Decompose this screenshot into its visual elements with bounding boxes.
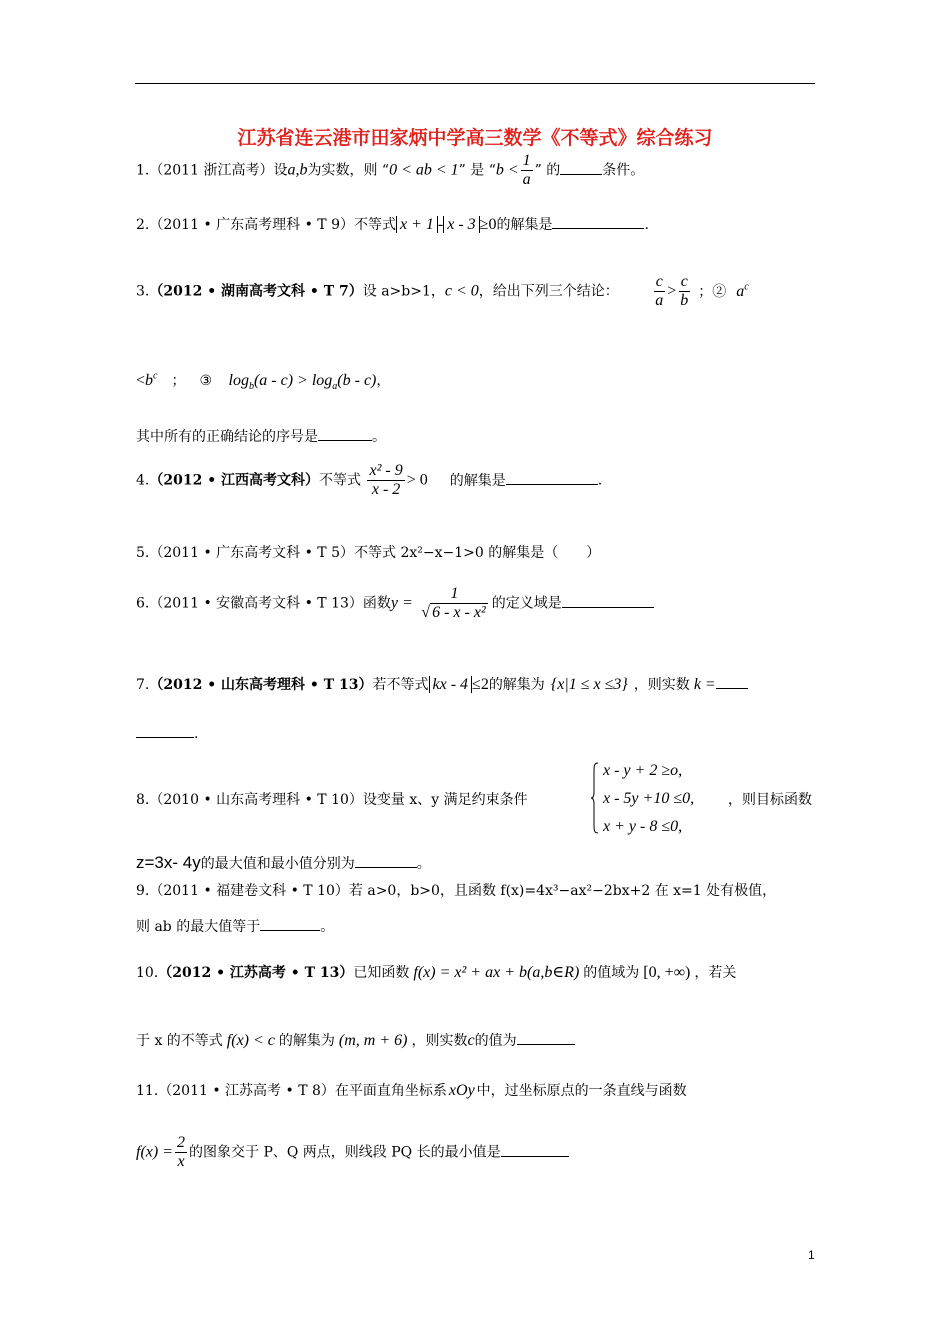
constraint-2: x - 5y +10 ≤0, bbox=[603, 790, 695, 807]
question-5: 5.（2011 • 广东高考文科 • T 5）不等式 2x²−x−1>0 的解集是（ ） bbox=[136, 545, 601, 561]
system-brace bbox=[591, 762, 599, 834]
answer-blank[interactable] bbox=[716, 688, 748, 689]
question-3-cont: $<b^c$ ； ③ $\log_b(a - c) > \log_a(b - c)$， bbox=[136, 370, 391, 393]
fraction-one-over-sqrt: $\frac{1}{\text{√ 6 - x - x²}}$ bbox=[421, 585, 486, 621]
fraction-2-over-x: $\frac{2}{x}$ bbox=[177, 1134, 185, 1170]
question-11: 11.（2011 • 江苏高考 • T 8）在平面直角坐标系 xOy 中，过坐标原点的一条直线与函数 bbox=[136, 1082, 687, 1099]
question-4: 4.（2012 • 江西高考文科）不等式 $\frac{\text{x² - 9}}{x - 2}$ > 0 的解集是 . bbox=[136, 462, 603, 498]
answer-blank[interactable] bbox=[517, 1044, 575, 1045]
page-number: 1 bbox=[808, 1248, 815, 1262]
question-10: 10.（2012 • 江苏高考 • T 13）已知函数 f(x) = x² + ax + b(a,b∈R) 的值域为 [0, +∞) ，若关 bbox=[136, 964, 737, 981]
question-6: 6.（2011 • 安徽高考文科 • T 13）函数y = $\frac{1}{\text{√ 6 - x - x²}}$ 的定义域是 bbox=[136, 585, 654, 622]
question-2: 2.（2011 • 广东高考理科 • T 9）不等式 x + 1 - x - 3 ≥0的解集是 . bbox=[136, 216, 649, 233]
answer-blank[interactable] bbox=[136, 737, 194, 738]
fraction-x2-9-over-x-2: $\frac{\text{x² - 9}}{x - 2}$ bbox=[369, 462, 403, 498]
abs-expr: x + 1 bbox=[396, 216, 438, 233]
constraint-1: x - y + 2 ≥o, bbox=[603, 762, 683, 779]
answer-blank[interactable] bbox=[318, 440, 372, 441]
abs-expr: x - 3 bbox=[443, 216, 479, 233]
header-rule bbox=[135, 83, 815, 84]
answer-blank[interactable] bbox=[562, 607, 654, 608]
answer-blank[interactable] bbox=[506, 484, 598, 485]
answer-blank[interactable] bbox=[501, 1156, 569, 1157]
question-3-ask: 其中所有的正确结论的序号是 。 bbox=[136, 429, 386, 445]
fraction-c-over-b: $\frac{c}{b}$ bbox=[680, 273, 689, 309]
fraction-c-over-a: $\frac{c}{a}$ bbox=[655, 273, 664, 309]
answer-blank[interactable] bbox=[260, 930, 320, 931]
constraint-3: x + y - 8 ≤0, bbox=[603, 818, 683, 835]
question-8-tail: ，则目标函数 bbox=[728, 792, 812, 808]
answer-blank[interactable] bbox=[560, 174, 602, 175]
question-1: 1.（2011 浙江高考）设a,b为实数，则 “0 < ab < 1” 是 “b < $\frac{1}{a}$ ” 的 条件。 bbox=[136, 152, 645, 188]
question-11-cont: f(x) = $\frac{2}{x}$ 的图象交于 P、Q 两点，则线段 PQ 长的最小值是 bbox=[136, 1134, 569, 1171]
question-8-cont: z=3x- 4y的最大值和最小值分别为 。 bbox=[136, 853, 431, 872]
question-7: 7.（2012 • 山东高考理科 • T 13）若不等式 kx - 4 ≤2的解集为 {x|1 ≤ x ≤3} ，则实数 k = bbox=[136, 674, 748, 694]
question-9-cont: 则 ab 的最大值等于 。 bbox=[136, 919, 335, 935]
page-title: 江苏省连云港市田家炳中学高三数学《不等式》综合练习 bbox=[237, 127, 713, 149]
fraction-1-over-a: $\frac{1}{a}$ bbox=[522, 152, 531, 188]
question-7-cont: . bbox=[136, 726, 198, 742]
question-8: 8.（2010 • 山东高考理科 • T 10）设变量 x、y 满足约束条件 bbox=[136, 792, 528, 808]
answer-blank[interactable] bbox=[552, 228, 644, 229]
question-9: 9.（2011 • 福建卷文科 • T 10）若 a>0，b>0，且函数 f(x)=4x³−ax²−2bx+2 在 x=1 处有极值， bbox=[136, 883, 777, 899]
question-10-cont: 于 x 的不等式 f(x) < c 的解集为 (m, m + 6) ，则实数c的值为 bbox=[136, 1030, 575, 1050]
answer-blank[interactable] bbox=[355, 867, 417, 868]
question-3: 3.（2012 • 湖南高考文科 • T 7）设 a>b>1，c < 0，给出下列三个结论： $\frac{c}{a}$ > $\frac{c}{b}$ ；② $a^c$ bbox=[136, 273, 749, 309]
